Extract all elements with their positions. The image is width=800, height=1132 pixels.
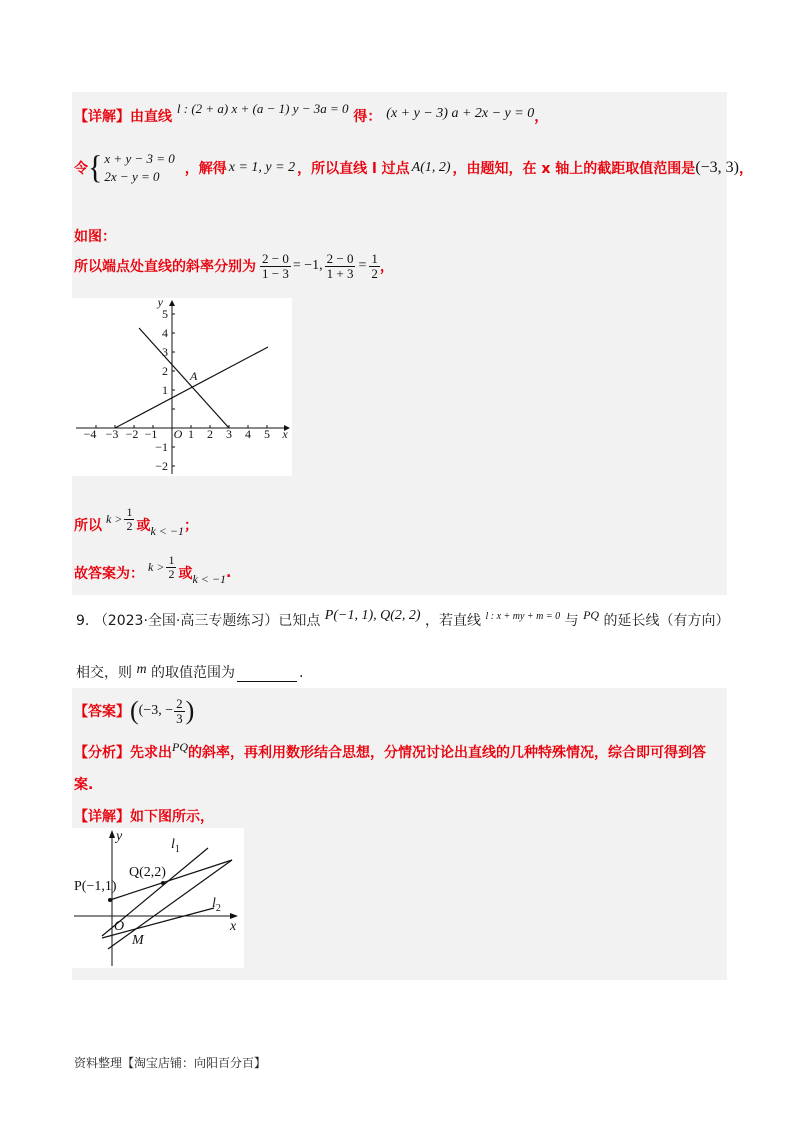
x-tick: −1 bbox=[144, 427, 158, 441]
y-tick: 4 bbox=[162, 326, 168, 340]
so-line: 所以 k > $\frac{1}{2}$ 或 k < −1 ； bbox=[74, 505, 198, 538]
y-tick: 3 bbox=[162, 345, 168, 359]
l1-label: $l_1$ bbox=[171, 837, 180, 855]
answer-line: 故答案为： k > $\frac{1}{2}$ 或 k < −1 . bbox=[74, 553, 232, 586]
line-through-minus3 bbox=[115, 347, 268, 428]
answer-blank bbox=[237, 680, 297, 682]
rewritten-equation: (x + y − 3) a + 2x − y = 0 bbox=[386, 106, 535, 121]
detail-line-2: 令 { x + y − 3 = 0 2x − y = 0 ，解得 x = 1, y = 2 ，所以直线 l 过点 A(1, 2) ，由题知，在 x 轴上的截距取值范围是 (−3, 3) ， bbox=[74, 149, 753, 186]
y-axis-arrow bbox=[109, 830, 115, 838]
question-9-line-2: 相交，则 m 的取值范围为 . bbox=[76, 662, 304, 681]
slopes-line: 所以端点处直线的斜率分别为 $\frac{2 - 0}{1 - 3}$ = −1, $\frac{2 - 0}{1 + 3}$ = $\frac{1}{2}$ ， bbox=[74, 251, 394, 281]
q-label: Q(2,2) bbox=[129, 865, 166, 880]
question-number: 9. bbox=[76, 613, 90, 629]
x-tick: 2 bbox=[207, 427, 213, 441]
page-footer: 资料整理【淘宝店铺：向阳百分百】 bbox=[74, 1056, 267, 1070]
point-q bbox=[161, 881, 165, 885]
equation-system: { x + y − 3 = 0 2x − y = 0 bbox=[88, 149, 175, 186]
answer-9-line: 【答案】 ( (−3, − $\frac{2}{3}$ ) bbox=[74, 695, 195, 726]
p-label: P(−1,1) bbox=[74, 879, 117, 894]
y-axis-label: y bbox=[116, 829, 123, 844]
intercept-range: (−3, 3) bbox=[695, 159, 739, 177]
x-tick: −2 bbox=[125, 427, 139, 441]
detail-tag: 【详解】 bbox=[74, 109, 130, 125]
x-axis-label: x bbox=[282, 427, 288, 441]
point-p bbox=[108, 898, 112, 902]
y-tick: −1 bbox=[155, 440, 168, 454]
line-through-3 bbox=[139, 328, 229, 428]
y-axis-label: y bbox=[157, 298, 163, 309]
x-tick: 5 bbox=[264, 427, 270, 441]
graph-2-svg bbox=[72, 828, 244, 968]
point-a-label: A bbox=[190, 369, 198, 383]
graph-2 bbox=[72, 828, 244, 968]
origin-label: O bbox=[114, 919, 125, 934]
graph-1-svg bbox=[72, 298, 292, 476]
point-a: A(1, 2) bbox=[411, 160, 451, 176]
x-tick: 1 bbox=[188, 427, 194, 441]
y-tick: 1 bbox=[162, 383, 168, 397]
x-tick: 3 bbox=[226, 427, 232, 441]
analysis-9-line-1: 【分析】先求出PQ的斜率，再利用数形结合思想，分情况讨论出直线的几种特殊情况，综合即可得到答 bbox=[74, 740, 706, 761]
x-tick: −3 bbox=[105, 427, 119, 441]
l2-label: $l_2$ bbox=[212, 896, 221, 914]
y-tick: 5 bbox=[162, 307, 168, 321]
origin-label: O bbox=[173, 427, 183, 441]
detail-line-1: 【详解】由直线 l : (2 + a) x + (a − 1) y − 3a = 0 得： (x + y − 3) a + 2x − y = 0， bbox=[74, 101, 549, 125]
as-figure-text: 如图： bbox=[74, 229, 116, 245]
analysis-9-line-2: 案. bbox=[74, 777, 94, 793]
x-axis-label: x bbox=[230, 919, 237, 934]
y-axis-arrow bbox=[169, 300, 175, 306]
line-equation: l : (2 + a) x + (a − 1) y − 3a = 0 bbox=[176, 101, 349, 116]
x-tick: −4 bbox=[83, 427, 97, 441]
detail-9-line: 【详解】如下图所示， bbox=[74, 809, 214, 825]
y-tick: −2 bbox=[155, 459, 168, 473]
m-label: M bbox=[132, 933, 144, 948]
question-9-line-1: 9. （2023·全国·高三专题练习）已知点 P(−1, 1), Q(2, 2) ，若直线 $^{l : x + my + m = 0}$ 与 PQ 的延长线（有方向） bbox=[76, 608, 730, 629]
graph-1 bbox=[72, 298, 292, 476]
x-tick: 4 bbox=[245, 427, 251, 441]
y-tick: 2 bbox=[162, 364, 168, 378]
